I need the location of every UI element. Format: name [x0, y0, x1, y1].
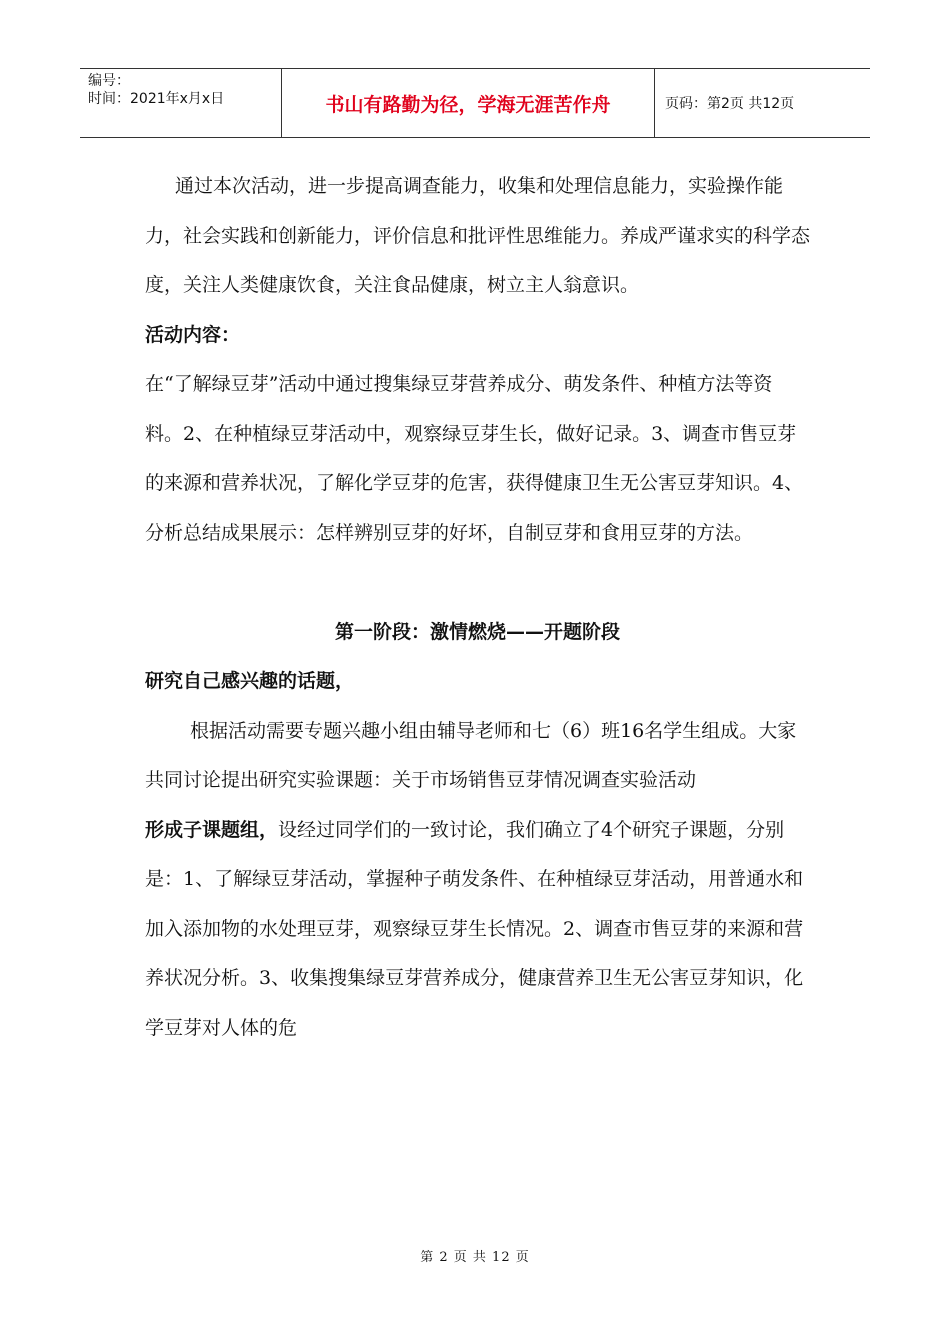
header-meta [80, 69, 282, 137]
header-page-info: 页码：第2页 共12页 [665, 96, 795, 112]
document-body [145, 162, 810, 1053]
paragraph-subtopics [145, 806, 810, 1054]
stage-title: 第一阶段：激情燃烧——开题阶段 [334, 620, 620, 643]
subtopics-text: 设经过同学们的一致讨论，我们确立了4个研究子课题，分别是：1、了解绿豆芽活动，掌握种子萌发条件、在种植绿豆芽活动，用普通水和加入添加物的水处理豆芽，观察绿豆芽生长情况。2、调查市售豆芽的来源和营养状况分析。3、收集搜集绿豆芽营养成分，健康营养卫生无公害豆芽知识，化学豆芽对人体的危 [145, 818, 804, 1039]
heading-topic: 研究自己感兴趣的话题， [145, 670, 355, 692]
paragraph-goals: 通过本次活动，进一步提高调查能力，收集和处理信息能力，实验操作能力，社会实践和创新能力，评价信息和批评性思维能力。养成严谨求实的科学态度，关注人类健康饮食，关注食品健康，树立主人翁意识。 [145, 175, 811, 296]
paragraph-group: 根据活动需要专题兴趣小组由辅导老师和七（6）班16名学生组成。大家共同讨论提出研究实验课题：关于市场销售豆芽情况调查实验活动 [145, 719, 797, 791]
number-label: 编号： [88, 73, 130, 89]
page-footer: 第 2 页 共 12 页 [420, 1250, 530, 1265]
heading-activity-content: 活动内容： [145, 323, 241, 346]
spacer [145, 558, 810, 608]
paragraph-activity-content: 在“了解绿豆芽”活动中通过搜集绿豆芽营养成分、萌发条件、种植方法等资料。2、在种植绿豆芽活动中，观察绿豆芽生长，做好记录。3、调查市售豆芽的来源和营养状况，了解化学豆芽的危害，获得健康卫生无公害豆芽知识。4、分析总结成果展示：怎样辨别豆芽的好坏，自制豆芽和食用豆芽的方法。 [145, 373, 804, 544]
subtopics-lead: 形成子课题组， [145, 818, 279, 841]
page-header [80, 68, 870, 138]
date-line: 时间：2021年x月x日 [88, 91, 225, 107]
header-motto: 书山有路勤为径，学海无涯苦作舟 [282, 69, 655, 137]
